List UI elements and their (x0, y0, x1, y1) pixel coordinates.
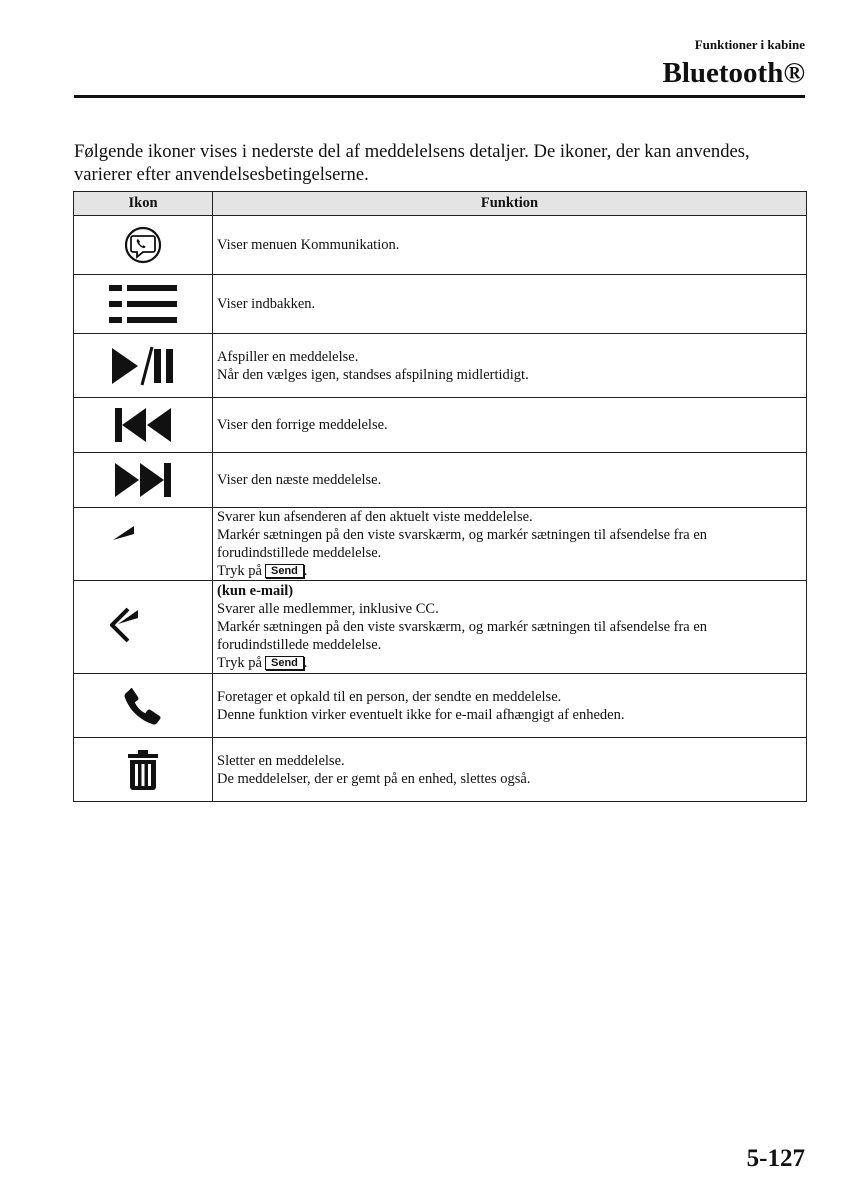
tap-instruction (217, 562, 802, 580)
description-line: Viser den forrige meddelelse. (217, 417, 388, 433)
table-row (74, 216, 807, 275)
table-row (74, 334, 807, 398)
description-line: Svarer kun afsenderen af den aktuelt viste meddelelse. (217, 509, 533, 525)
communication-menu-icon (74, 225, 212, 265)
reply-icon (74, 524, 212, 564)
description-line: Når den vælges igen, standses afspilning midlertidigt. (217, 366, 529, 383)
description-line: forudindstillede meddelelse. (217, 637, 382, 653)
description-line: Viser menuen Kommunikation. (217, 237, 400, 253)
description-line: Viser indbakken. (217, 296, 316, 312)
page-number: 5-127 (746, 1145, 805, 1172)
description-line: Viser den næste meddelelse. (217, 472, 382, 488)
table-row (74, 581, 807, 674)
description-line: Afspiller en meddelelse. (217, 348, 359, 365)
reply-all-icon (74, 606, 212, 648)
table-row (74, 453, 807, 508)
description-line: Svarer alle medlemmer, inklusive CC. (217, 601, 439, 617)
description-line: Markér sætningen på den viste svarskærm, og markér sætningen til afsendelse fra en (217, 619, 708, 635)
table-row (74, 508, 807, 581)
description-line: Foretager et opkald til en person, der sendte en meddelelse. (217, 688, 562, 705)
title-rule (74, 95, 805, 98)
tap-suffix: . (303, 563, 308, 579)
email-only-note: (kun e-mail) (217, 583, 294, 599)
tap-prefix: Tryk på (217, 655, 262, 671)
description-line: Denne funktion virker eventuelt ikke for e-mail afhængigt af enheden. (217, 706, 625, 723)
table-row (74, 275, 807, 334)
description-line: forudindstillede meddelelse. (217, 545, 382, 561)
column-header-icon: Ikon (74, 192, 213, 216)
chapter-title: Bluetooth® (662, 57, 805, 89)
play-pause-icon (74, 345, 212, 387)
section-label: Funktioner i kabine (694, 37, 805, 52)
description-line: Markér sætningen på den viste svarskærm, og markér sætningen til afsendelse fra en (217, 527, 708, 543)
inbox-list-icon (74, 282, 212, 326)
column-header-function: Funktion (213, 192, 807, 216)
next-message-icon (74, 462, 212, 498)
table-row (74, 674, 807, 738)
description-line: Sletter en meddelelse. (217, 752, 345, 769)
tap-suffix: . (303, 655, 308, 671)
tap-instruction (217, 654, 802, 672)
table-row (74, 398, 807, 453)
table-row (74, 738, 807, 802)
icon-function-table (73, 191, 807, 802)
send-key-label: Send (265, 656, 304, 670)
intro-paragraph: Følgende ikoner vises i nederste del af meddelelsens detaljer. De ikoner, der kan anvendes, varierer efter anvendelsesbetingelserne. (74, 141, 750, 185)
tap-prefix: Tryk på (217, 563, 262, 579)
description-line: De meddelelser, der er gemt på en enhed, slettes også. (217, 770, 531, 787)
phone-call-icon (74, 686, 212, 726)
table-header-row (74, 192, 807, 216)
send-key-label: Send (265, 564, 304, 578)
previous-message-icon (74, 407, 212, 443)
trash-delete-icon (74, 749, 212, 791)
